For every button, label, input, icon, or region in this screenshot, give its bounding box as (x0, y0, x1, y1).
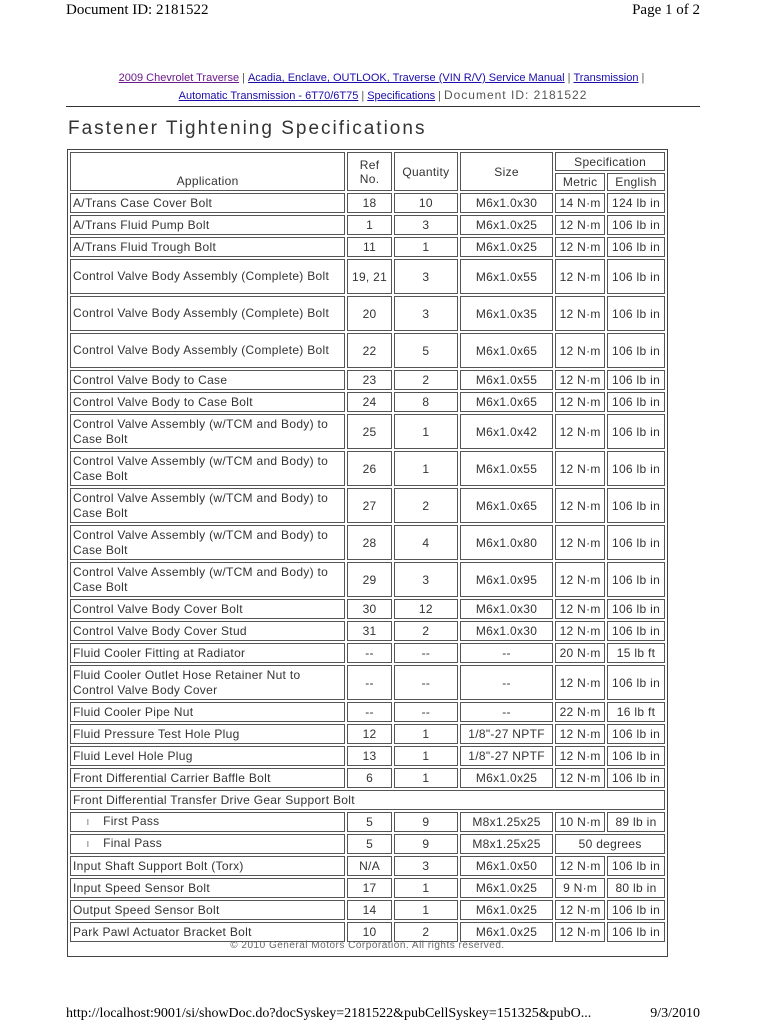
cell-ref-no: 23 (347, 370, 392, 390)
cell-english: 106 lb in (607, 724, 665, 744)
cell-size: M6x1.0x42 (460, 414, 553, 449)
cell-quantity: 2 (394, 488, 458, 523)
cell-size: 1/8"-27 NPTF (460, 724, 553, 744)
table-row (70, 724, 665, 744)
cell-quantity: 1 (394, 900, 458, 920)
cell-english: 106 lb in (607, 900, 665, 920)
breadcrumb-separator: | (361, 90, 365, 102)
breadcrumb-separator: | (242, 72, 245, 84)
cell-ref-no: 31 (347, 621, 392, 641)
cell-quantity: -- (394, 665, 458, 700)
cell-size: 1/8"-27 NPTF (460, 746, 553, 766)
cell-size: M6x1.0x25 (460, 768, 553, 788)
cell-application: Control Valve Assembly (w/TCM and Body) to Case Bolt (70, 451, 345, 486)
cell-quantity: 5 (394, 333, 458, 368)
breadcrumb-separator: | (567, 72, 571, 84)
cell-application: Control Valve Body Cover Stud (70, 621, 345, 641)
breadcrumb-link-specifications[interactable]: Specifications (367, 90, 436, 102)
cell-quantity: 12 (394, 599, 458, 619)
cell-size: M6x1.0x25 (460, 878, 553, 898)
cell-metric: 12 N·m (555, 900, 605, 920)
cell-size: M6x1.0x55 (460, 451, 553, 486)
cell-metric: 12 N·m (555, 392, 605, 412)
cell-quantity: 2 (394, 370, 458, 390)
cell-specification: 50 degrees (555, 834, 665, 854)
breadcrumb-link-vehicle[interactable]: 2009 Chevrolet Traverse (118, 72, 240, 84)
cell-ref-no: 5 (347, 812, 392, 832)
table-footer-row (70, 944, 665, 954)
cell-quantity: 1 (394, 414, 458, 449)
cell-english: 106 lb in (607, 370, 665, 390)
cell-metric: 12 N·m (555, 414, 605, 449)
table-row (70, 768, 665, 788)
col-header-quantity: Quantity (394, 152, 458, 191)
cell-ref-no: 24 (347, 392, 392, 412)
cell-size: M6x1.0x95 (460, 562, 553, 597)
cell-application: A/Trans Fluid Pump Bolt (70, 215, 345, 235)
cell-quantity: 8 (394, 392, 458, 412)
cell-quantity: 9 (394, 812, 458, 832)
cell-size: -- (460, 643, 553, 663)
cell-metric: 12 N·m (555, 333, 605, 368)
cell-application: Control Valve Body Assembly (Complete) Bolt (70, 296, 345, 331)
cell-metric: 12 N·m (555, 451, 605, 486)
cell-ref-no: 18 (347, 193, 392, 213)
cell-metric: 10 N·m (555, 812, 605, 832)
cell-quantity: 1 (394, 768, 458, 788)
cell-english: 15 lb ft (607, 643, 665, 663)
cell-metric: 12 N·m (555, 237, 605, 257)
table-row (70, 621, 665, 641)
table-row (70, 922, 665, 942)
table-row (70, 392, 665, 412)
cell-application: Control Valve Body Assembly (Complete) Bolt (70, 333, 345, 368)
cell-size: M6x1.0x50 (460, 856, 553, 876)
cell-metric: 12 N·m (555, 259, 605, 294)
cell-quantity: 3 (394, 215, 458, 235)
cell-size: M6x1.0x30 (460, 599, 553, 619)
cell-metric: 12 N·m (555, 599, 605, 619)
cell-english: 16 lb ft (607, 702, 665, 722)
cell-english: 89 lb in (607, 812, 665, 832)
cell-english: 106 lb in (607, 922, 665, 942)
cell-size: M6x1.0x65 (460, 488, 553, 523)
cell-size: M6x1.0x65 (460, 333, 553, 368)
bullet-icon: l (87, 840, 90, 849)
cell-size: -- (460, 702, 553, 722)
cell-group-application: Front Differential Transfer Drive Gear Support Bolt (70, 790, 665, 810)
cell-quantity: 9 (394, 834, 458, 854)
col-header-metric: Metric (555, 173, 605, 191)
table-row (70, 333, 665, 368)
cell-application: Output Speed Sensor Bolt (70, 900, 345, 920)
table-row (70, 370, 665, 390)
table-row (70, 237, 665, 257)
cell-metric: 12 N·m (555, 525, 605, 560)
col-header-size: Size (460, 152, 553, 191)
cell-english: 80 lb in (607, 878, 665, 898)
cell-quantity: 4 (394, 525, 458, 560)
cell-application: Park Pawl Actuator Bracket Bolt (70, 922, 345, 942)
cell-quantity: 2 (394, 922, 458, 942)
cell-ref-no: 6 (347, 768, 392, 788)
cell-size: M6x1.0x25 (460, 237, 553, 257)
cell-application: A/Trans Fluid Trough Bolt (70, 237, 345, 257)
breadcrumb-link-automatic-transmission[interactable]: Automatic Transmission - 6T70/6T75 (178, 90, 359, 102)
breadcrumb-document-id: Document ID: 2181522 (443, 88, 588, 102)
table-row (70, 665, 665, 700)
cell-metric: 12 N·m (555, 215, 605, 235)
spec-table-body (70, 193, 665, 954)
table-row (70, 900, 665, 920)
breadcrumb-link-transmission[interactable]: Transmission (573, 72, 639, 84)
table-row (70, 702, 665, 722)
cell-size: M6x1.0x25 (460, 900, 553, 920)
cell-application: Input Speed Sensor Bolt (70, 878, 345, 898)
cell-english: 106 lb in (607, 488, 665, 523)
col-header-specification: Specification (555, 152, 665, 171)
cell-ref-no: 10 (347, 922, 392, 942)
cell-application: Fluid Cooler Outlet Hose Retainer Nut to Control Valve Body Cover (70, 665, 345, 700)
col-header-application: Application (70, 152, 345, 191)
footer-date: 9/3/2010 (650, 1006, 700, 1021)
cell-ref-no: 29 (347, 562, 392, 597)
cell-english: 124 lb in (607, 193, 665, 213)
cell-ref-no: 27 (347, 488, 392, 523)
cell-english: 106 lb in (607, 768, 665, 788)
table-row (70, 834, 665, 854)
cell-ref-no: -- (347, 643, 392, 663)
page-title: Fastener Tightening Specifications (68, 118, 427, 139)
cell-size: M6x1.0x30 (460, 621, 553, 641)
cell-ref-no: 20 (347, 296, 392, 331)
footer-url: http://localhost:9001/si/showDoc.do?docSyskey=2181522&pubCellSyskey=151325&pubO... (66, 1006, 592, 1021)
cell-metric: 12 N·m (555, 488, 605, 523)
cell-english: 106 lb in (607, 562, 665, 597)
cell-english: 106 lb in (607, 333, 665, 368)
cell-metric: 20 N·m (555, 643, 605, 663)
cell-english: 106 lb in (607, 599, 665, 619)
cell-size: M6x1.0x25 (460, 215, 553, 235)
table-row (70, 451, 665, 486)
cell-english: 106 lb in (607, 621, 665, 641)
cell-quantity: 1 (394, 724, 458, 744)
cell-metric: 12 N·m (555, 665, 605, 700)
cell-ref-no: 1 (347, 215, 392, 235)
cell-ref-no: 14 (347, 900, 392, 920)
cell-english: 106 lb in (607, 215, 665, 235)
breadcrumb (66, 70, 700, 105)
cell-english: 106 lb in (607, 259, 665, 294)
cell-quantity: 3 (394, 562, 458, 597)
cell-english: 106 lb in (607, 665, 665, 700)
cell-metric: 12 N·m (555, 922, 605, 942)
col-header-english: English (607, 173, 665, 191)
fastener-spec-table (67, 149, 668, 957)
cell-application: Input Shaft Support Bolt (Torx) (70, 856, 345, 876)
cell-ref-no: -- (347, 665, 392, 700)
cell-ref-no: 17 (347, 878, 392, 898)
cell-size: M6x1.0x25 (460, 922, 553, 942)
cell-english: 106 lb in (607, 296, 665, 331)
table-row (70, 643, 665, 663)
cell-application: Fluid Level Hole Plug (70, 746, 345, 766)
cell-quantity: 3 (394, 259, 458, 294)
table-group-row (70, 790, 665, 810)
cell-application (70, 812, 345, 832)
table-row (70, 599, 665, 619)
cell-metric: 12 N·m (555, 370, 605, 390)
cell-metric: 14 N·m (555, 193, 605, 213)
breadcrumb-link-manual[interactable]: Acadia, Enclave, OUTLOOK, Traverse (VIN R/V) Service Manual (247, 72, 565, 84)
cell-ref-no: 25 (347, 414, 392, 449)
cell-size: M6x1.0x65 (460, 392, 553, 412)
bullet-icon: l (87, 818, 90, 827)
cell-ref-no: 26 (347, 451, 392, 486)
breadcrumb-separator: | (641, 72, 645, 84)
table-row (70, 812, 665, 832)
cell-application: Fluid Cooler Fitting at Radiator (70, 643, 345, 663)
cell-quantity: -- (394, 702, 458, 722)
cell-size: M6x1.0x55 (460, 259, 553, 294)
table-row (70, 193, 665, 213)
cell-application: Fluid Cooler Pipe Nut (70, 702, 345, 722)
cell-metric: 12 N·m (555, 768, 605, 788)
table-row (70, 878, 665, 898)
table-row (70, 562, 665, 597)
cell-size: M6x1.0x30 (460, 193, 553, 213)
cell-english: 106 lb in (607, 237, 665, 257)
table-row (70, 856, 665, 876)
pass-label: Final Pass (103, 836, 163, 850)
cell-english: 106 lb in (607, 392, 665, 412)
cell-quantity: 2 (394, 621, 458, 641)
cell-size: -- (460, 665, 553, 700)
table-row (70, 296, 665, 331)
cell-size: M6x1.0x55 (460, 370, 553, 390)
cell-english: 106 lb in (607, 414, 665, 449)
copyright-cell (70, 940, 665, 954)
cell-application: Control Valve Assembly (w/TCM and Body) to Case Bolt (70, 525, 345, 560)
cell-ref-no: 11 (347, 237, 392, 257)
cell-application: Control Valve Body Assembly (Complete) Bolt (70, 259, 345, 294)
cell-ref-no: 30 (347, 599, 392, 619)
cell-application: Front Differential Carrier Baffle Bolt (70, 768, 345, 788)
table-row (70, 259, 665, 294)
cell-application: Control Valve Assembly (w/TCM and Body) to Case Bolt (70, 414, 345, 449)
cell-metric: 12 N·m (555, 746, 605, 766)
header-divider (66, 106, 700, 107)
cell-metric: 12 N·m (555, 856, 605, 876)
page-number: Page 1 of 2 (632, 2, 700, 18)
cell-ref-no: N/A (347, 856, 392, 876)
cell-size: M8x1.25x25 (460, 812, 553, 832)
cell-application: Control Valve Body to Case Bolt (70, 392, 345, 412)
cell-size: M6x1.0x35 (460, 296, 553, 331)
cell-application: Control Valve Assembly (w/TCM and Body) to Case Bolt (70, 562, 345, 597)
cell-english: 106 lb in (607, 746, 665, 766)
cell-quantity: 10 (394, 193, 458, 213)
cell-size: M6x1.0x80 (460, 525, 553, 560)
cell-metric: 12 N·m (555, 724, 605, 744)
pass-label: First Pass (103, 814, 160, 828)
table-row (70, 525, 665, 560)
cell-metric: 9 N·m (555, 878, 605, 898)
cell-application: Fluid Pressure Test Hole Plug (70, 724, 345, 744)
cell-metric: 22 N·m (555, 702, 605, 722)
cell-english: 106 lb in (607, 856, 665, 876)
cell-ref-no: 19, 21 (347, 259, 392, 294)
cell-quantity: 3 (394, 296, 458, 331)
cell-ref-no: 5 (347, 834, 392, 854)
cell-quantity: 1 (394, 878, 458, 898)
table-row (70, 215, 665, 235)
cell-quantity: 3 (394, 856, 458, 876)
table-row (70, 746, 665, 766)
spec-table-container (67, 149, 668, 957)
cell-application: Control Valve Assembly (w/TCM and Body) to Case Bolt (70, 488, 345, 523)
cell-ref-no: 12 (347, 724, 392, 744)
cell-application: Control Valve Body Cover Bolt (70, 599, 345, 619)
cell-application: A/Trans Case Cover Bolt (70, 193, 345, 213)
document-id-header: Document ID: 2181522 (66, 2, 209, 18)
cell-application: Control Valve Body to Case (70, 370, 345, 390)
cell-english: 106 lb in (607, 451, 665, 486)
cell-ref-no: 28 (347, 525, 392, 560)
breadcrumb-separator: | (438, 90, 441, 102)
cell-metric: 12 N·m (555, 621, 605, 641)
cell-ref-no: -- (347, 702, 392, 722)
table-row (70, 414, 665, 449)
cell-quantity: 1 (394, 451, 458, 486)
cell-quantity: 1 (394, 237, 458, 257)
copyright-text: © 2010 General Motors Corporation. All rights reserved. (230, 940, 505, 951)
cell-metric: 12 N·m (555, 562, 605, 597)
cell-application (70, 834, 345, 854)
col-header-ref-no: Ref No. (347, 152, 392, 191)
cell-metric: 12 N·m (555, 296, 605, 331)
cell-ref-no: 22 (347, 333, 392, 368)
cell-size: M8x1.25x25 (460, 834, 553, 854)
table-row (70, 488, 665, 523)
cell-ref-no: 13 (347, 746, 392, 766)
cell-quantity: 1 (394, 746, 458, 766)
cell-quantity: -- (394, 643, 458, 663)
cell-english: 106 lb in (607, 525, 665, 560)
